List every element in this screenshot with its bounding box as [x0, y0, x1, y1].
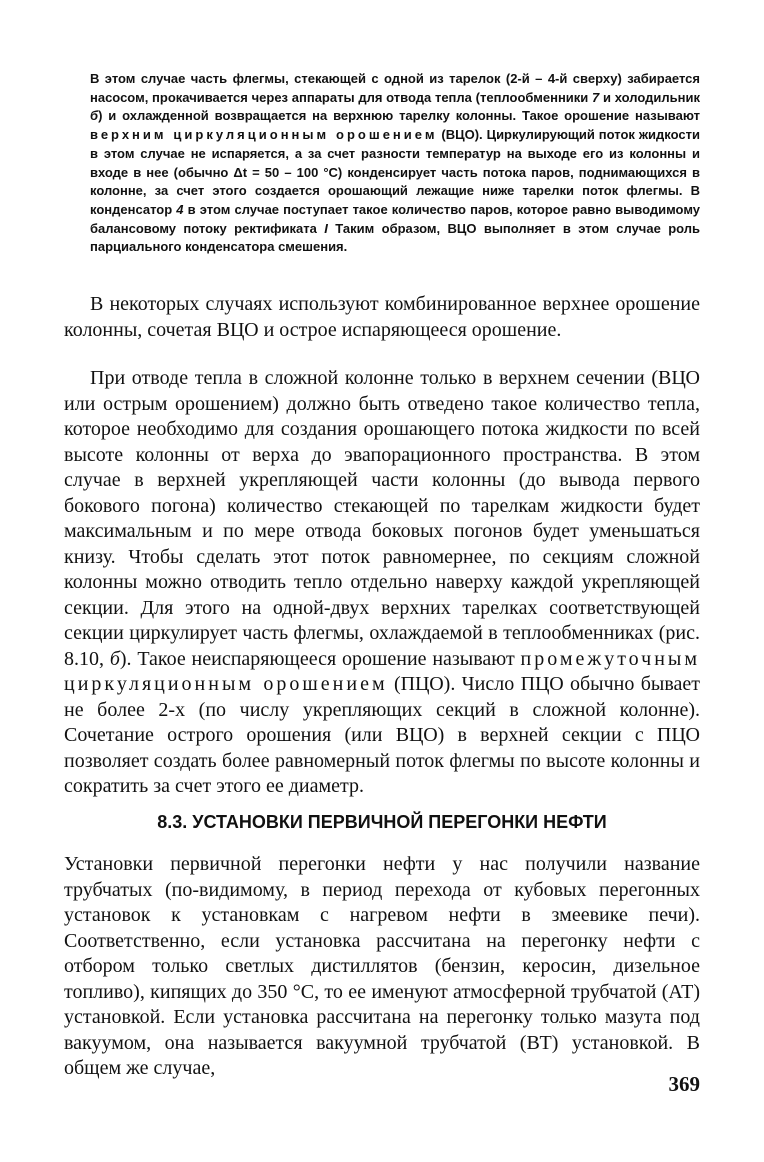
text-run: ). Такое неиспаряющееся орошение называют [119, 647, 521, 670]
figure-ref: б [109, 647, 120, 670]
text-run: в этом случае поступает такое количество паров, которое равно выводимому балансовому потоку ректификата [90, 201, 701, 236]
paragraph-combined-reflux [64, 292, 700, 343]
small-print-paragraph [90, 70, 700, 257]
paragraph-text: Установки первичной перегонки нефти у нас получили название трубчатых (по-видимому, в период перехода от кубовых перегонных установок к установкам с нагревом нефти в змеевике печи). Соответственно, если установка рассчитана на перегонку нефти с отбором только светлых дистиллятов (бензин, керосин, дизельное топливо), кипящих до 350 °С, то ее именуют атмосферной трубчатой (АТ) установкой. Если установка рассчитана на перегонку только мазута под вакуумом, она называется вакуумной трубчатой (ВТ) установкой. В общем же случае, [64, 853, 700, 1079]
text-run: Таким образом, ВЦО выполняет в этом случае роль парциального конденсатора смешения. [90, 220, 701, 255]
text-run: При отводе тепла в сложной колонне только в верхнем сечении (ВЦО или острым орошением) должно быть отведено такое количество тепла, которое необходимо для создания орошающего потока жидкости по всей высоте колонны от верха до эвапорационного пространства. В этом случае в верхней укрепляющей части колонны (до вывода первого бокового погона) количество стекающей по тарелкам жидкости будет максимальным и по мере отвода боковых погонов будет уменьшаться книзу. Чтобы сделать этот поток равномернее, по секциям сложной колонны можно отводить тепло отдельно наверху каждой укрепляющей секции. Для этого на одной-двух верхних тарелках соответствующей секции циркулирует часть флегмы, охлаждаемой в теплообменниках (рис. 8.10, [64, 367, 700, 670]
paragraph-intermediate-reflux [64, 366, 700, 800]
text-run: ) и охлажденной возвращается на верхнюю тарелку колонны. Такое орошение называют [98, 108, 700, 124]
ref-number: б [90, 108, 99, 124]
text-run: (ПЦО). Число ПЦО обычно бывает не более 2-х (по числу укрепляющих секций в сложной колонне). Сочетание острого орошения (или ВЦО) в верхней секции с ПЦО позволяет создать более равномерный поток флегмы по высоте колонны и сократить за счет этого ее диаметр. [64, 673, 700, 797]
ref-number: 7 [592, 89, 600, 105]
ref-number: I [324, 220, 328, 236]
paragraph-installations [64, 852, 700, 1082]
text-run: (ВЦО). Циркулирующий поток жидкости в этом случае не испаряется, а за счет разности температур на выходе его из колонны и входе в нее (обычно Δt = 50 – 100 °С) конденсирует часть потока паров, поднимающихся в колонне, за счет этого создается орошающий лежащие ниже тарелки поток флегмы. В конденсатор [90, 127, 700, 217]
text-run: и холодильник [599, 89, 700, 105]
spaced-term: промежуточным циркуляционным орошением [64, 647, 701, 695]
section-heading: 8.3. УСТАНОВКИ ПЕРВИЧНОЙ ПЕРЕГОНКИ НЕФТИ [157, 812, 607, 832]
text-run: В этом случае часть флегмы, стекающей с одной из тарелок (2-й – 4-й сверху) забирается насосом, прокачивается через аппараты для отвода тепла (теплообменники [90, 71, 700, 105]
ref-number: 4 [176, 201, 184, 217]
spaced-term: верхним циркуляционным орошением [90, 127, 438, 143]
page-number: 369 [668, 1072, 700, 1096]
paragraph-text: В некоторых случаях используют комбинированное верхнее орошение колонны, сочетая ВЦО и острое испаряющееся орошение. [64, 293, 700, 341]
